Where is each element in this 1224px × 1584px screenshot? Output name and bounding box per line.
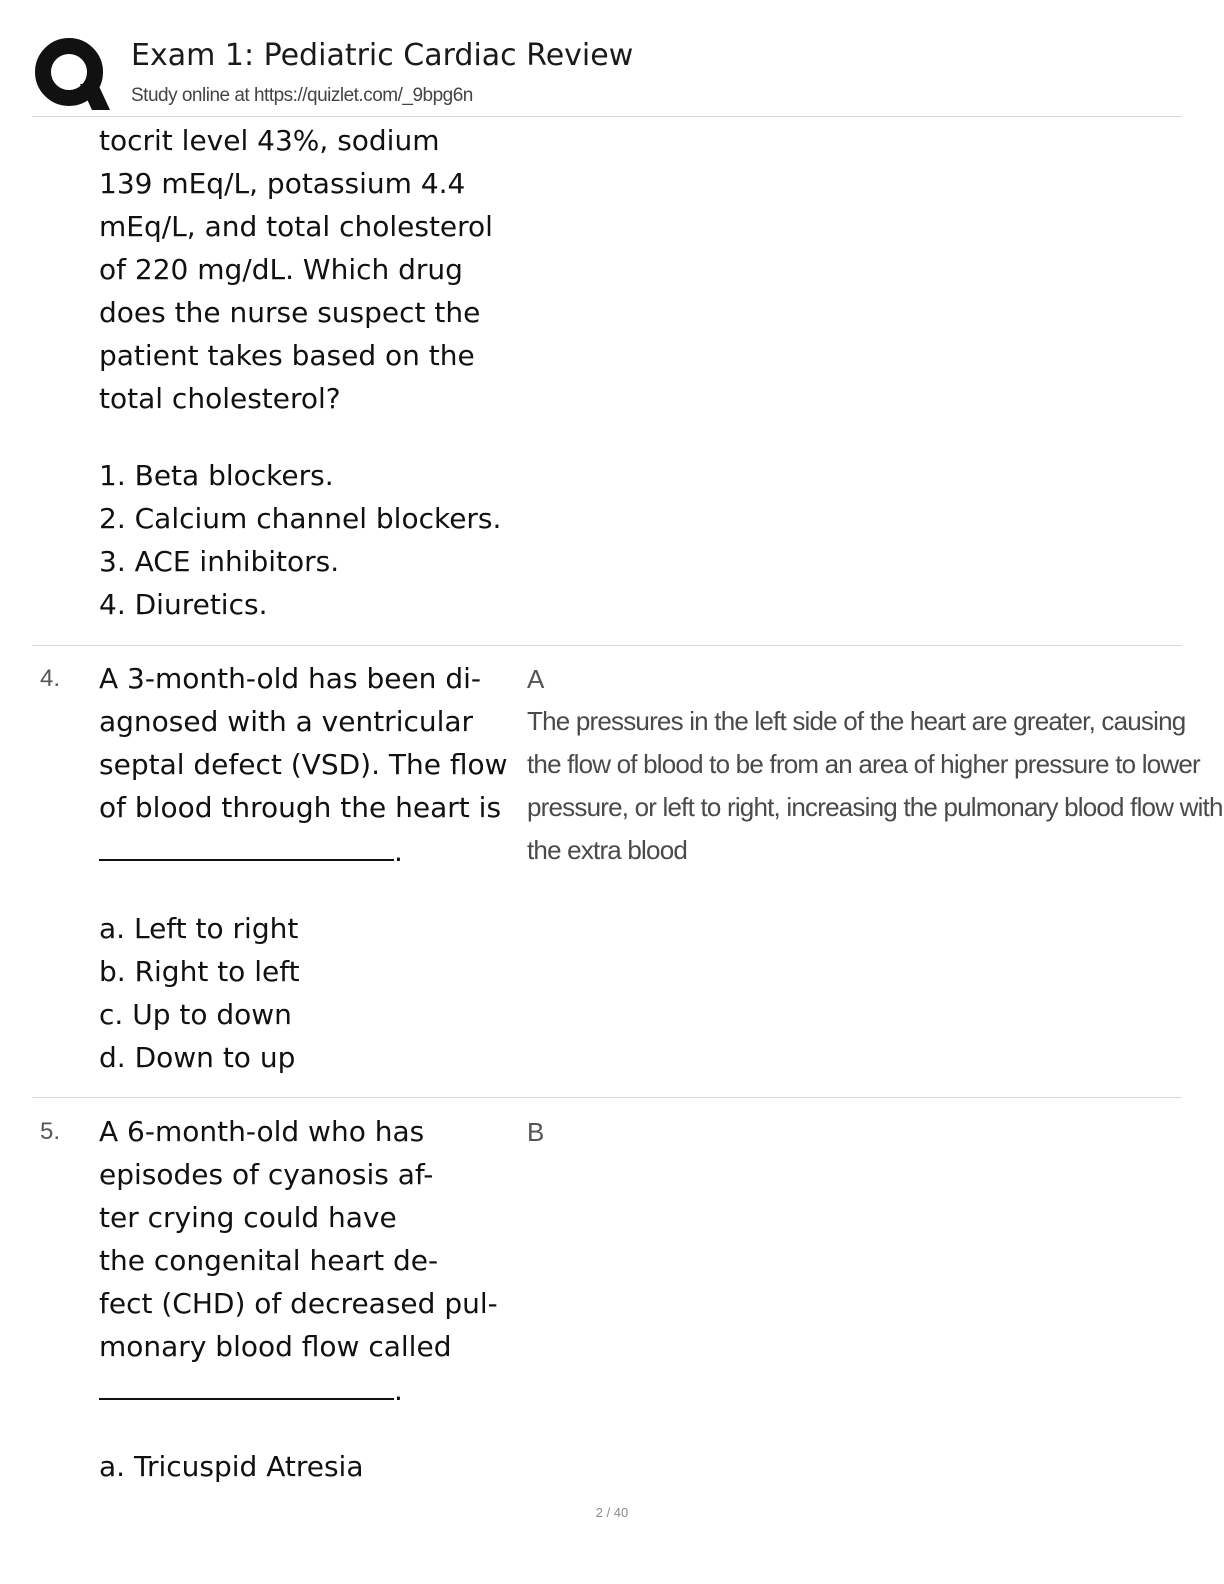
page-number: 2 / 40 bbox=[595, 1505, 629, 1520]
blank-period: . bbox=[394, 835, 403, 868]
question-5-option: a. Tricuspid Atresia bbox=[99, 1450, 364, 1483]
question-4-option: a. Left to right bbox=[99, 912, 299, 945]
question-5-line: episodes of cyanosis af- bbox=[99, 1158, 434, 1191]
question-4-line: A 3-month-old has been di- bbox=[99, 662, 481, 695]
question-5-options bbox=[99, 1445, 363, 1488]
question-3-line: of 220 mg/dL. Which drug bbox=[99, 253, 463, 286]
question-4-number: 4. bbox=[40, 665, 61, 692]
question-5-blank-line bbox=[99, 1368, 519, 1412]
question-5-line: monary blood flow called bbox=[99, 1330, 452, 1363]
question-4-text bbox=[99, 657, 519, 873]
question-3-text bbox=[99, 119, 519, 420]
explanation-line: pressure, or left to right, increasing the pulmonary blood flow with bbox=[527, 792, 1223, 822]
explanation-line: the extra blood bbox=[527, 835, 688, 865]
question-3-option: 3. ACE inhibitors. bbox=[99, 545, 340, 578]
question-3-line: patient takes based on the bbox=[99, 339, 475, 372]
quizlet-q-logo-icon bbox=[32, 34, 112, 114]
explanation-line: the flow of blood to be from an area of higher pressure to lower bbox=[527, 749, 1200, 779]
question-5-number: 5. bbox=[40, 1118, 61, 1145]
question-4-option: b. Right to left bbox=[99, 955, 300, 988]
question-4-answer: A bbox=[527, 664, 545, 694]
question-4-line: of blood through the heart is bbox=[99, 791, 502, 824]
question-5-line: A 6-month-old who has bbox=[99, 1115, 425, 1148]
question-3-option: 4. Diuretics. bbox=[99, 588, 268, 621]
question-5-line: fect (CHD) of decreased pul- bbox=[99, 1287, 498, 1320]
question-4-options bbox=[99, 907, 300, 1079]
question-3-options bbox=[99, 454, 501, 626]
question-3-option: 1. Beta blockers. bbox=[99, 459, 334, 492]
question-3-line: does the nurse suspect the bbox=[99, 296, 481, 329]
question-3-line: tocrit level 43%, sodium bbox=[99, 124, 440, 157]
question-4-option: c. Up to down bbox=[99, 998, 292, 1031]
question-4-option: d. Down to up bbox=[99, 1041, 296, 1074]
question-3-option: 2. Calcium channel blockers. bbox=[99, 502, 502, 535]
question-4-line: septal defect (VSD). The flow bbox=[99, 748, 508, 781]
blank-period: . bbox=[394, 1374, 403, 1407]
question-4-explanation bbox=[527, 700, 1223, 872]
study-online-link-text: Study online at https://quizlet.com/_9bpg6n bbox=[131, 85, 473, 106]
question-5-text bbox=[99, 1110, 519, 1412]
question-3-line: mEq/L, and total cholesterol bbox=[99, 210, 493, 243]
question-4-blank-line bbox=[99, 829, 519, 873]
answer-blank bbox=[99, 1368, 394, 1400]
question-5-line: the congenital heart de- bbox=[99, 1244, 439, 1277]
answer-blank bbox=[99, 829, 394, 861]
header-divider bbox=[32, 116, 1182, 117]
question-5-line: ter crying could have bbox=[99, 1201, 397, 1234]
document-title: Exam 1: Pediatric Cardiac Review bbox=[131, 38, 634, 73]
question-divider bbox=[32, 645, 1182, 646]
question-3-line: 139 mEq/L, potassium 4.4 bbox=[99, 167, 466, 200]
question-3-line: total cholesterol? bbox=[99, 382, 341, 415]
explanation-line: The pressures in the left side of the heart are greater, causing bbox=[527, 706, 1186, 736]
question-5-answer: B bbox=[527, 1117, 545, 1147]
question-4-line: agnosed with a ventricular bbox=[99, 705, 474, 738]
question-divider bbox=[32, 1097, 1182, 1098]
